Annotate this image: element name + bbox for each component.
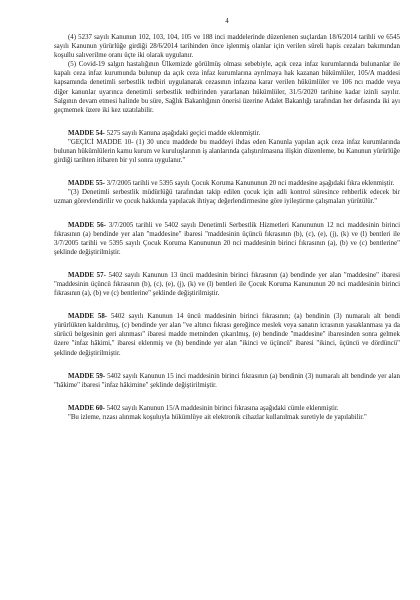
article-60 [54,404,400,413]
article-54-heading: MADDE 54- [68,129,105,137]
article-54-quote: "GEÇİCİ MADDE 10- (1) 30 uncu maddede bu maddeyi ihdas eden Kanunla yapılan açık ceza infaz kurumlarında bulunan hükümlülerin kamu kurum ve kuruluşlarının iş alanlarında çalıştırılmasına ilişkin düzenleme, bu Kanunun yürürlüğe girdiği tarihten itibaren bir yıl sonra uygulanır." [54,138,400,165]
article-59-heading: MADDE 59- [68,372,106,380]
article-55-text: 3/7/2005 tarihli ve 5395 sayılı Çocuk Koruma Kanununun 20 nci maddesine aşağıdaki fıkra eklenmiştir. [104,180,395,188]
article-58 [54,312,400,357]
article-56-text: 3/7/2005 tarihli ve 5402 sayılı Denetimli Serbestlik Hizmetleri Kanununun 12 nci maddesinin birinci fıkrasının (a) bendinde yer alan "maddesine" ibaresi "maddesinin üçüncü fıkrasının (b), (c), (e), (j), (k) ve (l) bentleri ile 3/7/2005 tarihli ve 5395 sayılı Çocuk Koruma Kanununun 20 nci maddesinin birinci fıkrasının (a), (b) ve (c) bentlerine" şeklinde değiştirilmiştir. [54,221,401,256]
article-57 [54,271,400,298]
article-56-heading: MADDE 56- [68,221,106,229]
article-59-text: 5402 sayılı Kanunun 15 inci maddesinin birinci fıkrasının (a) bendinin (3) numaralı alt bendinde yer alan "hâkime" ibaresi "infaz hâkimine" şeklinde değiştirilmiştir. [54,372,400,389]
article-55-quote: "(3) Denetimli serbestlik müdürlüğü tarafından takip edilen çocuk için adli kontrol süresince rehberlik edecek bir uzman görevlendirilir ve çocuk hakkında yapılacak ihtiyaç değerlendirmesine göre iyileştirme çalışmaları yürütülür." [54,189,400,206]
article-56 [54,221,400,257]
article-55 [54,179,400,188]
article-57-text: 5402 sayılı Kanunun 13 üncü maddesinin birinci fıkrasının (a) bendinde yer alan "maddesine" ibaresi "maddesinin üçüncü fıkrasının (b), (c), (e), (j), (k) ve (l) bentleri ile Çocuk Koruma Kanununun 20 nci maddesinin birinci fıkrasının (a), (b) ve (c) bentlerine" şeklinde değiştirilmiştir. [54,271,401,298]
article-59 [54,372,400,390]
page-number: 4 [225,17,229,25]
article-60-quote: "Bu izleme, rızası alınmak koşuluyla hükümlüye ait elektronik cihazlar kullanılmak suretiyle de yapılabilir." [68,413,367,421]
paragraph-5: (5) Covid-19 salgın hastalığının Ülkemizde görülmüş olması sebebiyle, açık ceza infaz kurumlarında bulunanlar ile kapalı ceza infaz kurumunda bulunup da açık ceza infaz kurumlarına ayrılmaya hak kazanan hükümlüler, 105/A maddesi kapsamında denetimli serbestlik tedbiri uygulanarak cezasının infazına karar verilen hükümlüler ve 106 ncı madde veya diğer kanunlar uyarınca denetimli serbestlik tedbirinden yararlanan hükümlüler, 31/5/2020 tarihine kadar izinli sayılır. Salgının devam etmesi halinde bu süre, Sağlık Bakanlığının önerisi üzerine Adalet Bakanlığı tarafından her defasında iki ayı geçmemek üzere iki kez uzatılabilir. [54,61,400,114]
article-54 [54,129,400,138]
paragraph-4: (4) 5237 sayılı Kanunun 102, 103, 104, 105 ve 188 inci maddelerinde düzenlenen suçlardan 18/6/2014 tarihli ve 6545 sayılı Kanunun yürürlüğe girdiği 28/6/2014 tarihinden önce işlenmiş olanlar için verilen süreli hapis cezaları bakımından koşullu salıverilme oranı üçte iki olarak uygulanır. [54,34,400,60]
article-57-heading: MADDE 57- [68,271,106,279]
article-55-heading: MADDE 55- [68,180,105,188]
article-58-text: 5402 sayılı Kanunun 14 üncü maddesinin birinci fıkrasının; (a) bendinin (3) numaralı alt bendi yürürlükten kaldırılmış, (c) bendinde yer alan "ve altıncı fıkrası gereğince meslek veya sanatın icrasının yasaklanması ya da sürücü belgesinin geri alınması" ibaresi madde metninden çıkarılmış, (e) bendinde "maddesine" ibaresinden sonra gelmek üzere "infaz hâkimi," ibaresi eklenmiş ve (h) bendinde yer alan "ikinci ve üçüncü" ibaresi "ikinci, üçüncü ve dördüncü" şeklinde değiştirilmiştir. [54,313,400,357]
article-54-text: 5275 sayılı Kanuna aşağıdaki geçici madde eklenmiştir. [104,129,261,137]
article-60-heading: MADDE 60- [68,404,105,412]
article-58-heading: MADDE 58- [68,313,108,321]
article-60-text: 5402 sayılı Kanunun 15/A maddesinin birinci fıkrasına aşağıdaki cümle eklenmiştir. [104,404,339,412]
